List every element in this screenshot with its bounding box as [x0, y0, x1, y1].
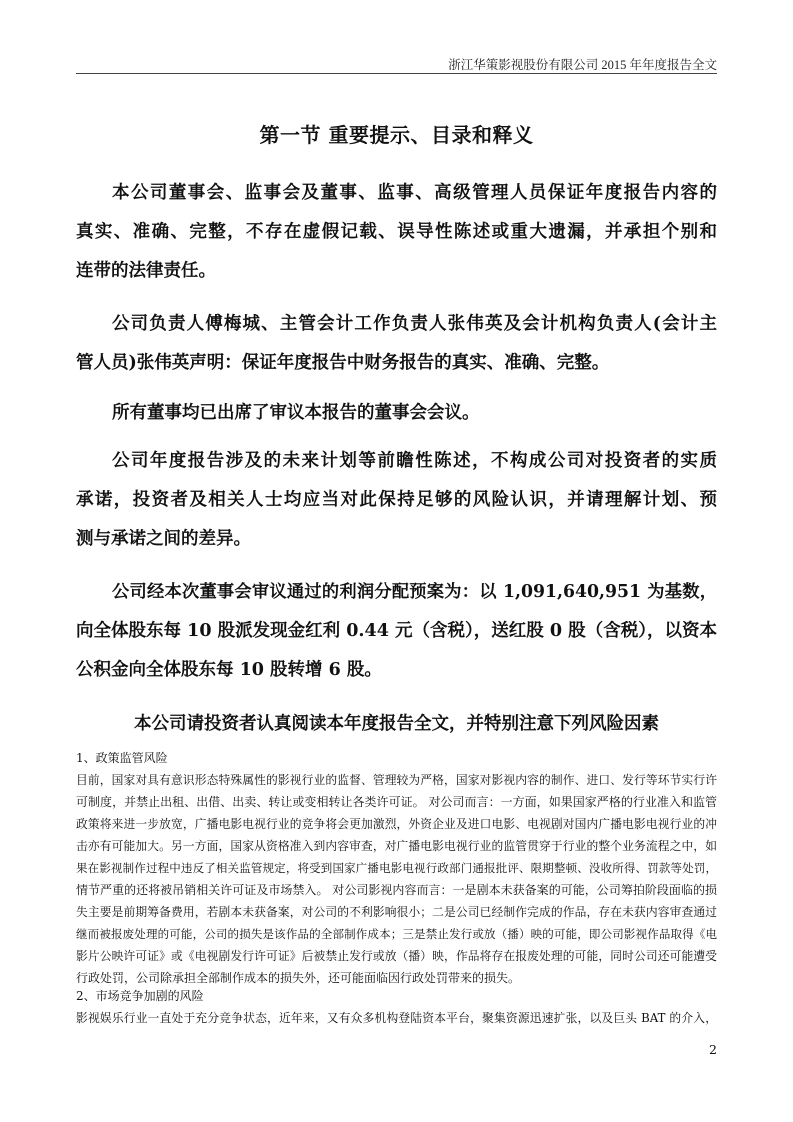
declaration-responsible-persons [76, 305, 717, 383]
risk-notice-heading [76, 705, 717, 744]
text-line: 本公司董事会、监事会及董事、监事、高级管理人员保证年度报告内容的 [112, 183, 717, 203]
text-line: 影视娱乐行业一直处于充分竞争状态，近年来，又有众多机构登陆资本平台，聚集资源迅速扩张，以及巨头 BAT 的介入， [76, 1011, 717, 1025]
declaration-profit-distribution [76, 573, 717, 690]
text-line: 本公司请投资者认真阅读本年度报告全文，并特别注意下列风险因素 [134, 714, 659, 734]
text-line: 测与承诺之间的差异。 [76, 529, 251, 549]
declaration-directors-attendance [76, 394, 717, 433]
text-line: 可制度，并禁止出租、出借、出卖、转让或变相转让各类许可证。 对公司而言：一方面，如果国家严格的行业准入和监管 [76, 795, 717, 809]
text-line: 目前，国家对具有意识形态特殊属性的影视行业的监督、管理较为严格，国家对影视内容的制作、进口、发行等环节实行许 [76, 773, 717, 787]
text-line: 真实、准确、完整，不存在虚假记载、误导性陈述或重大遗漏，并承担个别和 [76, 222, 717, 242]
text-line: 击亦有可能加大。另一方面，国家从资格准入到内容审查，对广播电影电视行业的监管贯穿于行业的整个业务流程之中，如 [76, 839, 717, 853]
text-line: 连带的法律责任。 [76, 261, 216, 281]
text-line: 公司年度报告涉及的未来计划等前瞻性陈述，不构成公司对投资者的实质 [112, 451, 717, 471]
text-line: 政策将来进一步放宽，广播电影电视行业的竞争将会更加激烈，外资企业及进口电影、电视剧对国内广播电影电视行业的冲 [76, 817, 717, 831]
running-header: 浙江华策影视股份有限公司 2015 年年度报告全文 [448, 58, 717, 72]
section-title: 第一节 重要提示、目录和释义 [259, 123, 534, 147]
text-line: 承诺，投资者及相关人士均应当对此保持足够的风险认识，并请理解计划、预 [76, 490, 717, 510]
text-line: 公积金向全体股东每 10 股转增 6 股。 [76, 660, 382, 680]
declaration-board-guarantee [76, 174, 717, 291]
text-line: 公司负责人傅梅城、主管会计工作负责人张伟英及会计机构负责人(会计主 [112, 314, 717, 334]
text-line: 失主要是前期筹备费用，若剧本未获备案，对公司的不利影响很小；二是公司已经制作完成的作品，存在未获内容审查通过 [76, 905, 717, 919]
text-line: 影片公映许可证》或《电视剧发行许可证》后被禁止发行或放（播）映，作品将存在报废处理的可能，同时公司还可能遭受 [76, 949, 717, 963]
risk-item-body [76, 1007, 717, 1029]
header-divider [76, 73, 717, 74]
risk-item-title: 1、政策监管风险 [76, 751, 168, 765]
text-line: 管人员)张伟英声明：保证年度报告中财务报告的真实、准确、完整。 [76, 353, 610, 373]
text-line: 情节严重的还将被吊销相关许可证及市场禁入。 对公司影视内容而言：一是剧本未获备案的可能，公司筹拍阶段面临的损 [76, 883, 717, 897]
declaration-forward-looking [76, 442, 717, 559]
text-line: 所有董事均已出席了审议本报告的董事会会议。 [112, 403, 480, 423]
risk-item-title: 2、市场竞争加剧的风险 [76, 989, 204, 1003]
text-line: 行政处罚，公司除承担全部制作成本的损失外，还可能面临因行政处罚带来的损失。 [76, 971, 521, 985]
text-line: 继而被报废处理的可能，公司的损失是该作品的全部制作成本；三是禁止发行或放（播）映的可能，即公司影视作品取得《电 [76, 927, 717, 941]
page-number: 2 [709, 1042, 717, 1057]
text-line: 公司经本次董事会审议通过的利润分配预案为：以 1,091,640,951 为基数， [112, 582, 717, 602]
risk-item-body [76, 769, 717, 989]
text-line: 向全体股东每 10 股派发现金红利 0.44 元（含税），送红股 0 股（含税），以资本 [76, 621, 717, 641]
text-line: 果在影视制作过程中违反了相关监管规定，将受到国家广播电影电视行政部门通报批评、限期整顿、没收所得、罚款等处罚， [76, 861, 717, 875]
